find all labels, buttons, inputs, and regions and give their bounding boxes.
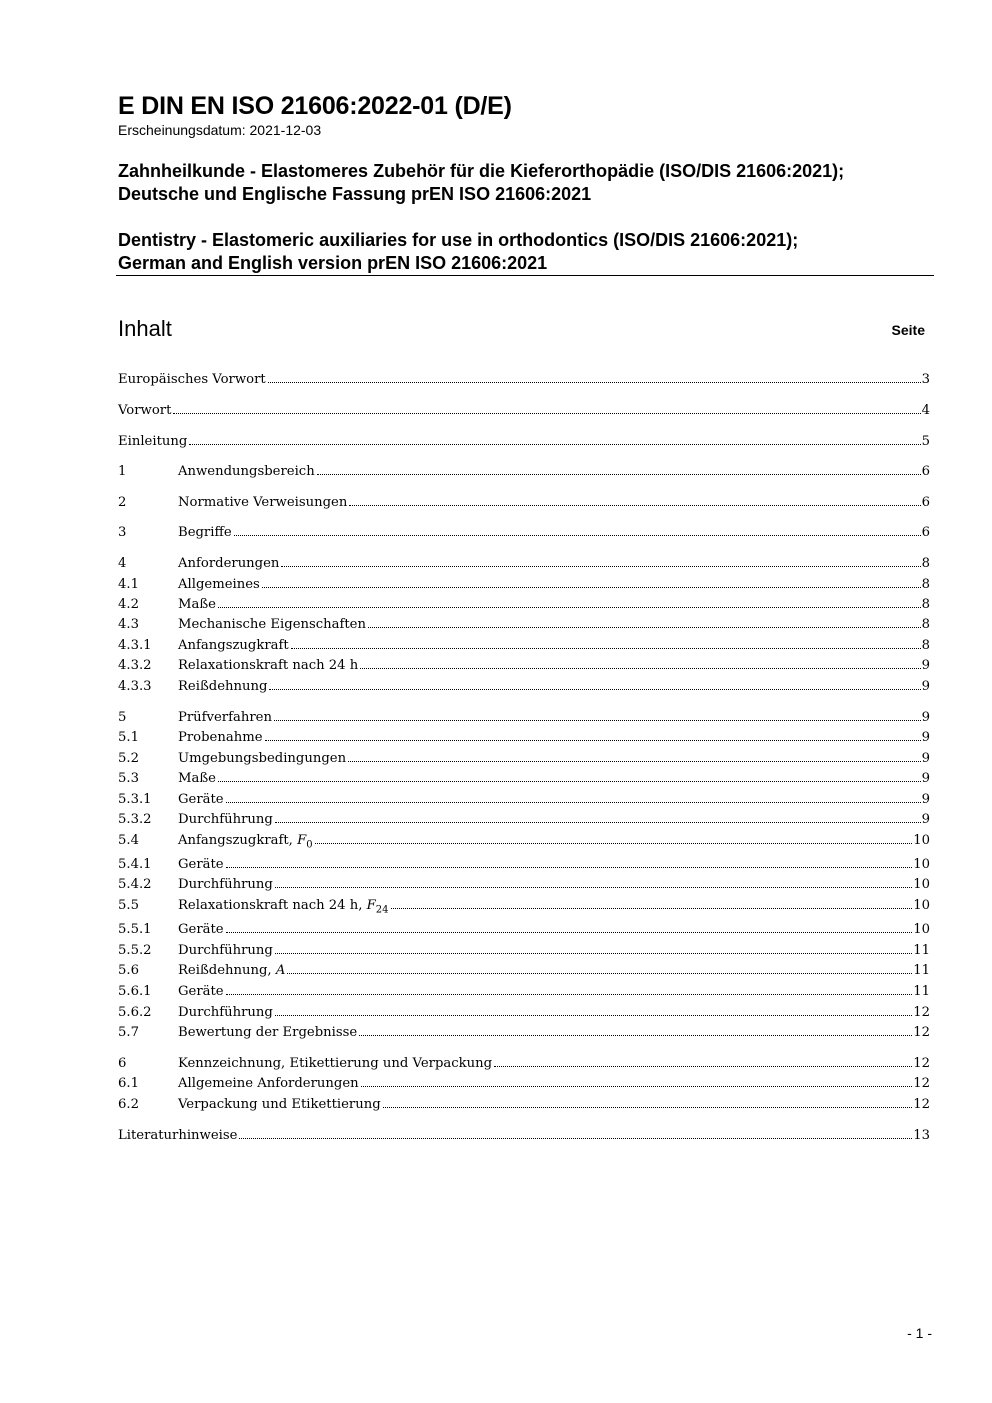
toc-entry-number: 5.6.1 xyxy=(118,984,152,999)
toc-entry-title xyxy=(178,523,234,543)
toc-entry-title xyxy=(118,370,268,390)
toc-entry-title-text: Mechanische Eigenschaften xyxy=(178,617,366,632)
toc-entry-page: 10 xyxy=(913,857,930,872)
toc-dot-leader xyxy=(173,413,920,414)
toc-entry[interactable] xyxy=(118,595,930,615)
toc-entry-title-text: Probenahme xyxy=(178,730,263,745)
toc-dot-leader xyxy=(218,607,921,608)
toc-entry-number: 3 xyxy=(118,525,127,540)
toc-entry[interactable] xyxy=(118,810,930,830)
toc-entry-title xyxy=(178,493,349,513)
toc-entry-page: 9 xyxy=(921,792,930,807)
toc-entry-number: 2 xyxy=(118,495,127,510)
toc-entry[interactable] xyxy=(118,728,930,748)
toc-entry-title xyxy=(178,982,226,1002)
toc-dot-leader xyxy=(268,382,921,383)
toc-entry[interactable] xyxy=(118,462,930,482)
toc-entry-page: 8 xyxy=(921,577,930,592)
toc-entry-title xyxy=(178,810,275,830)
toc-entry-page: 11 xyxy=(913,963,930,978)
toc-entry-title xyxy=(178,941,275,961)
toc-dot-leader xyxy=(226,932,913,933)
toc-dot-leader xyxy=(218,781,921,782)
toc-entry-title-text: Durchführung xyxy=(178,812,273,827)
toc-entry[interactable] xyxy=(118,1023,930,1043)
toc-entry-number: 4.3.2 xyxy=(118,658,152,673)
toc-dot-leader xyxy=(361,1086,913,1087)
toc-entry-title-text: Geräte xyxy=(178,792,224,807)
toc-dot-leader xyxy=(359,1035,912,1036)
toc-entry-symbol: A xyxy=(275,963,286,978)
toc-dot-leader xyxy=(349,505,920,506)
toc-heading: Inhalt xyxy=(118,316,172,341)
toc-entry[interactable] xyxy=(118,432,930,452)
toc-entry[interactable] xyxy=(118,941,930,961)
toc-entry[interactable] xyxy=(118,875,930,895)
title-english xyxy=(118,229,798,275)
toc-entry-title-text: Prüfverfahren xyxy=(178,710,272,725)
toc-entry-symbol: F xyxy=(297,833,307,848)
toc-entry-page: 11 xyxy=(913,984,930,999)
toc-entry-title xyxy=(178,769,218,789)
toc-dot-leader xyxy=(494,1066,912,1067)
toc-entry[interactable] xyxy=(118,615,930,635)
toc-entry-title-text: Anforderungen xyxy=(178,556,280,571)
toc-dot-leader xyxy=(275,953,912,954)
toc-entry-title-text: Geräte xyxy=(178,984,224,999)
toc-entry-number: 4.3 xyxy=(118,617,139,632)
toc-entry-page: 5 xyxy=(921,434,930,449)
toc-dot-leader xyxy=(265,740,921,741)
toc-entry[interactable] xyxy=(118,708,930,728)
toc-entry-title-text: Relaxationskraft nach 24 h xyxy=(178,658,359,673)
toc-entry-title xyxy=(178,656,360,676)
toc-entry-title-text: Vorwort xyxy=(118,403,172,418)
toc-entry[interactable] xyxy=(118,831,930,851)
toc-entry-title-text: Normative Verweisungen xyxy=(178,495,348,510)
toc-entry-number: 4.3.1 xyxy=(118,638,152,653)
toc-entry-subscript: 24 xyxy=(375,904,389,916)
toc-entry-page: 11 xyxy=(913,943,930,958)
toc-entry-title-text: Umgebungsbedingungen xyxy=(178,751,347,766)
toc-entry[interactable] xyxy=(118,575,930,595)
toc-entry-title xyxy=(118,401,173,421)
toc-entry-title xyxy=(178,615,368,635)
toc-entry[interactable] xyxy=(118,1054,930,1074)
toc-entry[interactable] xyxy=(118,1003,930,1023)
toc-entry-page: 8 xyxy=(921,556,930,571)
toc-dot-leader xyxy=(234,535,921,536)
toc-entry-title xyxy=(178,1003,275,1023)
toc-entry-page: 12 xyxy=(913,1076,930,1091)
toc-dot-leader xyxy=(275,1015,912,1016)
toc-entry-page: 9 xyxy=(921,658,930,673)
toc-entry-title-text: Begriffe xyxy=(178,525,232,540)
toc-dot-leader xyxy=(275,887,912,888)
publication-date: Erscheinungsdatum: 2021-12-03 xyxy=(118,122,322,138)
toc-entry-title-text: Geräte xyxy=(178,922,224,937)
toc-dot-leader xyxy=(315,843,913,844)
toc-dot-leader xyxy=(274,720,921,721)
toc-dot-leader xyxy=(262,587,921,588)
toc-entry-title-text: Einleitung xyxy=(118,434,188,449)
toc-dot-leader xyxy=(189,444,920,445)
toc-entry-title xyxy=(178,1023,359,1043)
toc-entry-subscript: 0 xyxy=(306,839,313,851)
toc-entry[interactable] xyxy=(118,677,930,697)
toc-entry-number: 4 xyxy=(118,556,127,571)
toc-entry[interactable] xyxy=(118,855,930,875)
toc-dot-leader xyxy=(226,994,913,995)
toc-entry-page: 6 xyxy=(921,464,930,479)
toc-entry-number: 5.1 xyxy=(118,730,139,745)
toc-entry-title-text: Verpackung und Etikettierung xyxy=(178,1097,381,1112)
toc-entry-title-text: Bewertung der Ergebnisse xyxy=(178,1025,358,1040)
toc-entry-number: 5.7 xyxy=(118,1025,139,1040)
toc-entry-title xyxy=(178,708,274,728)
toc-entry-title-text: Durchführung xyxy=(178,943,273,958)
toc-entry-number: 5.4.2 xyxy=(118,877,152,892)
toc-entry-title xyxy=(178,636,291,656)
toc-entry-number: 5.5.2 xyxy=(118,943,152,958)
toc-entry-page: 10 xyxy=(913,898,930,913)
toc-entry-title-text: Europäisches Vorwort xyxy=(118,372,266,387)
toc-entry-number: 6.1 xyxy=(118,1076,139,1091)
toc-entry-title-text: Reißdehnung xyxy=(178,679,268,694)
toc-entry-title-text: Durchführung xyxy=(178,1005,273,1020)
toc-entry-number: 5.6.2 xyxy=(118,1005,152,1020)
toc-entry-title xyxy=(178,554,281,574)
toc-entry-number: 1 xyxy=(118,464,127,479)
toc-entry[interactable] xyxy=(118,493,930,513)
toc-entry-number: 4.1 xyxy=(118,577,139,592)
toc-entry-number: 5.4 xyxy=(118,833,139,848)
toc-entry-page: 8 xyxy=(921,638,930,653)
toc-entry-symbol: F xyxy=(366,898,376,913)
toc-entry-title xyxy=(178,1054,494,1074)
toc-entry[interactable] xyxy=(118,982,930,1002)
toc-entry-number: 6 xyxy=(118,1056,127,1071)
title-german xyxy=(118,160,844,206)
toc-entry-page: 9 xyxy=(921,751,930,766)
toc-entry-title xyxy=(178,1095,383,1115)
toc-entry[interactable] xyxy=(118,554,930,574)
toc-entry-title-text: Allgemeine Anforderungen xyxy=(178,1076,359,1091)
toc-dot-leader xyxy=(281,566,920,567)
toc-entry-title-text: Maße xyxy=(178,597,216,612)
toc-entry-page: 12 xyxy=(913,1056,930,1071)
toc-entry-page: 4 xyxy=(921,403,930,418)
toc-entry[interactable] xyxy=(118,523,930,543)
toc-entry[interactable] xyxy=(118,961,930,981)
toc-entry-title xyxy=(178,855,226,875)
toc-entry-title xyxy=(178,595,218,615)
toc-entry-page: 9 xyxy=(921,679,930,694)
toc-dot-leader xyxy=(287,973,912,974)
title-english-line2: German and English version prEN ISO 21606:2021 xyxy=(118,253,548,273)
toc-entry-page: 10 xyxy=(913,833,930,848)
toc-entry-page: 12 xyxy=(913,1025,930,1040)
toc-dot-leader xyxy=(275,822,921,823)
toc-entry-number: 5 xyxy=(118,710,127,725)
toc-entry-page: 12 xyxy=(913,1005,930,1020)
toc-entry-page: 6 xyxy=(921,525,930,540)
toc-entry[interactable] xyxy=(118,920,930,940)
toc-entry-title xyxy=(118,1126,239,1146)
toc-page-column-header: Seite xyxy=(891,322,925,338)
toc-dot-leader xyxy=(383,1107,913,1108)
document-code: E DIN EN ISO 21606:2022-01 (D/E) xyxy=(118,92,512,120)
toc-entry-number: 4.2 xyxy=(118,597,139,612)
toc-entry-title xyxy=(178,920,226,940)
toc-entry-title-text: Literaturhinweise xyxy=(118,1128,238,1143)
toc-entry-page: 10 xyxy=(913,877,930,892)
toc-entry-number: 5.3 xyxy=(118,771,139,786)
toc-entry-title-text: Anfangszugkraft xyxy=(178,638,289,653)
title-english-line1: Dentistry - Elastomeric auxiliaries for use in orthodontics (ISO/DIS 21606:2021); xyxy=(118,230,799,250)
toc-entry-number: 5.5 xyxy=(118,898,139,913)
toc-entry-title-text: Relaxationskraft nach 24 h, xyxy=(178,898,367,913)
toc-entry[interactable] xyxy=(118,1126,930,1146)
toc-entry-number: 5.3.1 xyxy=(118,792,152,807)
toc-dot-leader xyxy=(317,474,921,475)
toc-entry-title xyxy=(178,875,275,895)
toc-entry-page: 12 xyxy=(913,1097,930,1112)
toc-entry[interactable] xyxy=(118,896,930,916)
toc-entry-number: 5.3.2 xyxy=(118,812,152,827)
toc-entry-page: 9 xyxy=(921,771,930,786)
toc-entry-title-text: Reißdehnung, xyxy=(178,963,276,978)
toc-entry[interactable] xyxy=(118,749,930,769)
toc-entry[interactable] xyxy=(118,656,930,676)
toc-dot-leader xyxy=(226,867,913,868)
toc-dot-leader xyxy=(348,761,921,762)
toc-entry-page: 10 xyxy=(913,922,930,937)
toc-entry-title xyxy=(118,432,189,452)
toc-entry-title xyxy=(178,575,262,595)
toc-entry-number: 5.5.1 xyxy=(118,922,152,937)
toc-entry-page: 8 xyxy=(921,617,930,632)
toc-entry-number: 5.6 xyxy=(118,963,139,978)
toc-dot-leader xyxy=(360,668,920,669)
toc-entry-title xyxy=(178,790,226,810)
toc-entry-title-text: Anwendungsbereich xyxy=(178,464,315,479)
toc-entry-page: 3 xyxy=(921,372,930,387)
toc-dot-leader xyxy=(226,802,921,803)
toc-entry-number: 5.2 xyxy=(118,751,139,766)
toc-dot-leader xyxy=(239,1138,912,1139)
toc-entry[interactable] xyxy=(118,636,930,656)
toc-entry-title-text: Geräte xyxy=(178,857,224,872)
toc-entry[interactable] xyxy=(118,1095,930,1115)
toc-entry-title xyxy=(178,749,348,769)
toc-entry[interactable] xyxy=(118,370,930,390)
toc-entry-title-text: Anfangszugkraft, xyxy=(178,833,298,848)
toc-entry[interactable] xyxy=(118,1074,930,1094)
toc-entry-title xyxy=(178,677,269,697)
toc-entry-page: 13 xyxy=(913,1128,930,1143)
title-divider xyxy=(116,275,934,276)
toc-entry-number: 6.2 xyxy=(118,1097,139,1112)
toc-entry[interactable] xyxy=(118,769,930,789)
toc-entry-page: 6 xyxy=(921,495,930,510)
toc-entry[interactable] xyxy=(118,401,930,421)
toc-entry-page: 9 xyxy=(921,730,930,745)
toc-entry-number: 5.4.1 xyxy=(118,857,152,872)
title-german-line1: Zahnheilkunde - Elastomeres Zubehör für die Kieferorthopädie (ISO/DIS 21606:2021); xyxy=(118,161,845,181)
toc-entry-title xyxy=(178,728,265,748)
toc-dot-leader xyxy=(269,689,920,690)
toc-entry-title xyxy=(178,961,287,981)
toc-dot-leader xyxy=(291,648,921,649)
toc-dot-leader xyxy=(368,627,921,628)
toc-entry-title xyxy=(178,896,391,921)
toc-dot-leader xyxy=(391,908,913,909)
toc-entry-title xyxy=(178,462,317,482)
toc-entry-title xyxy=(178,831,315,856)
toc-entry-page: 8 xyxy=(921,597,930,612)
toc-entry[interactable] xyxy=(118,790,930,810)
toc-entry-title-text: Kennzeichnung, Etikettierung und Verpackung xyxy=(178,1056,493,1071)
toc-entry-title-text: Allgemeines xyxy=(178,577,260,592)
toc-entry-page: 9 xyxy=(921,812,930,827)
toc-entry-title xyxy=(178,1074,361,1094)
toc-entry-page: 9 xyxy=(921,710,930,725)
title-german-line2: Deutsche und Englische Fassung prEN ISO 21606:2021 xyxy=(118,184,592,204)
toc-entry-number: 4.3.3 xyxy=(118,679,152,694)
toc-entry-title-text: Maße xyxy=(178,771,216,786)
page-number: - 1 - xyxy=(907,1325,932,1341)
toc-entry-title-text: Durchführung xyxy=(178,877,273,892)
